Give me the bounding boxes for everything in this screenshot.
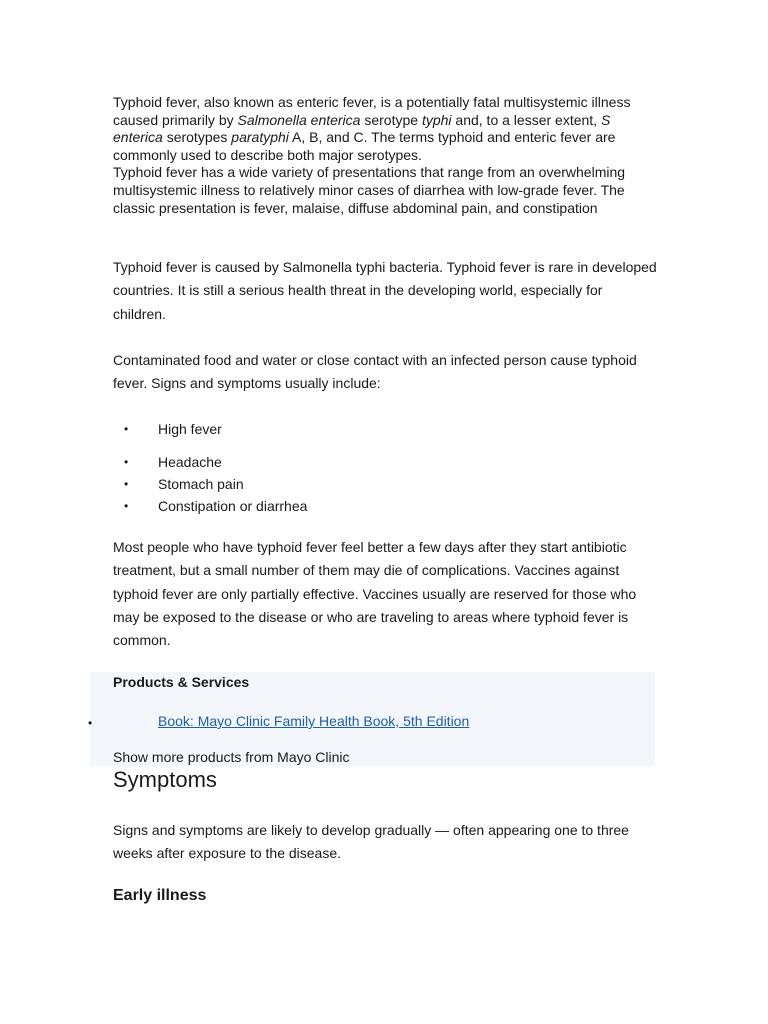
intro-paragraph-presentation: Typhoid fever has a wide variety of presentations that range from an overwhelming multisystemic illness to relatively minor cases of diarrhea with low-grade fever. The classic presentation is fever, malaise, diffuse abdominal pain, and constipation (113, 164, 626, 216)
products-services-title: Products & Services (113, 674, 250, 690)
paragraph-treatment: Most people who have typhoid fever feel better a few days after they start antibiotic treatment, but a small number of them may die of complications. Vaccines against typhoid fever are only partially effective. Vaccines usually are reserved for those who may be exposed to the disease or who are traveling to areas where typhoid fever is common. (113, 539, 637, 649)
list-item-label: Headache (158, 454, 222, 470)
intro-text: Typhoid fever, also known as enteric fever, is a potentially fatal multisystemic illness caused primarily by (113, 94, 631, 128)
paragraph-contaminated: Contaminated food and water or close contact with an infected person cause typhoid fever. Signs and symptoms usually include: (113, 352, 637, 392)
intro-italic-term: Salmonella enterica (237, 111, 361, 128)
list-item (113, 418, 658, 440)
intro-italic-term: S enterica (113, 111, 611, 146)
intro-paragraph-definition (113, 94, 658, 164)
product-book-link[interactable]: Book: Mayo Clinic Family Health Book, 5th Edition (158, 713, 470, 729)
bullet-icon: • (124, 499, 129, 513)
paragraph-cause: Typhoid fever is caused by Salmonella typhi bacteria. Typhoid fever is rare in developed countries. It is still a serious health threat in the developing world, especially for children. (113, 259, 657, 322)
intro-italic-term: paratyphi (231, 129, 289, 146)
show-more-products-link[interactable]: Show more products from Mayo Clinic (113, 749, 350, 765)
intro-italic-term: typhi (421, 111, 452, 128)
list-item (113, 451, 658, 473)
list-item-label: Stomach pain (158, 476, 244, 492)
intro-text: A, B, and C. The terms typhoid and enteric fever are commonly used to describe both major serotypes. (113, 129, 616, 163)
bullet-icon: • (124, 422, 129, 436)
intro-section (113, 94, 658, 217)
symptoms-heading: Symptoms (113, 767, 217, 792)
early-illness-heading: Early illness (113, 887, 207, 904)
symptoms-list (113, 418, 658, 517)
intro-text: serotypes (162, 129, 232, 146)
intro-text: serotype (360, 111, 422, 128)
bullet-icon: • (88, 716, 93, 730)
list-item (113, 473, 658, 495)
list-item-label: High fever (158, 421, 222, 437)
list-item-label: Constipation or diarrhea (158, 498, 308, 514)
paragraph-gradual-onset: Signs and symptoms are likely to develop gradually — often appearing one to three weeks after exposure to the disease. (113, 822, 629, 862)
intro-text: and, to a lesser extent, (451, 111, 601, 128)
bullet-icon: • (124, 455, 129, 469)
list-item (113, 495, 658, 517)
bullet-icon: • (124, 477, 129, 491)
